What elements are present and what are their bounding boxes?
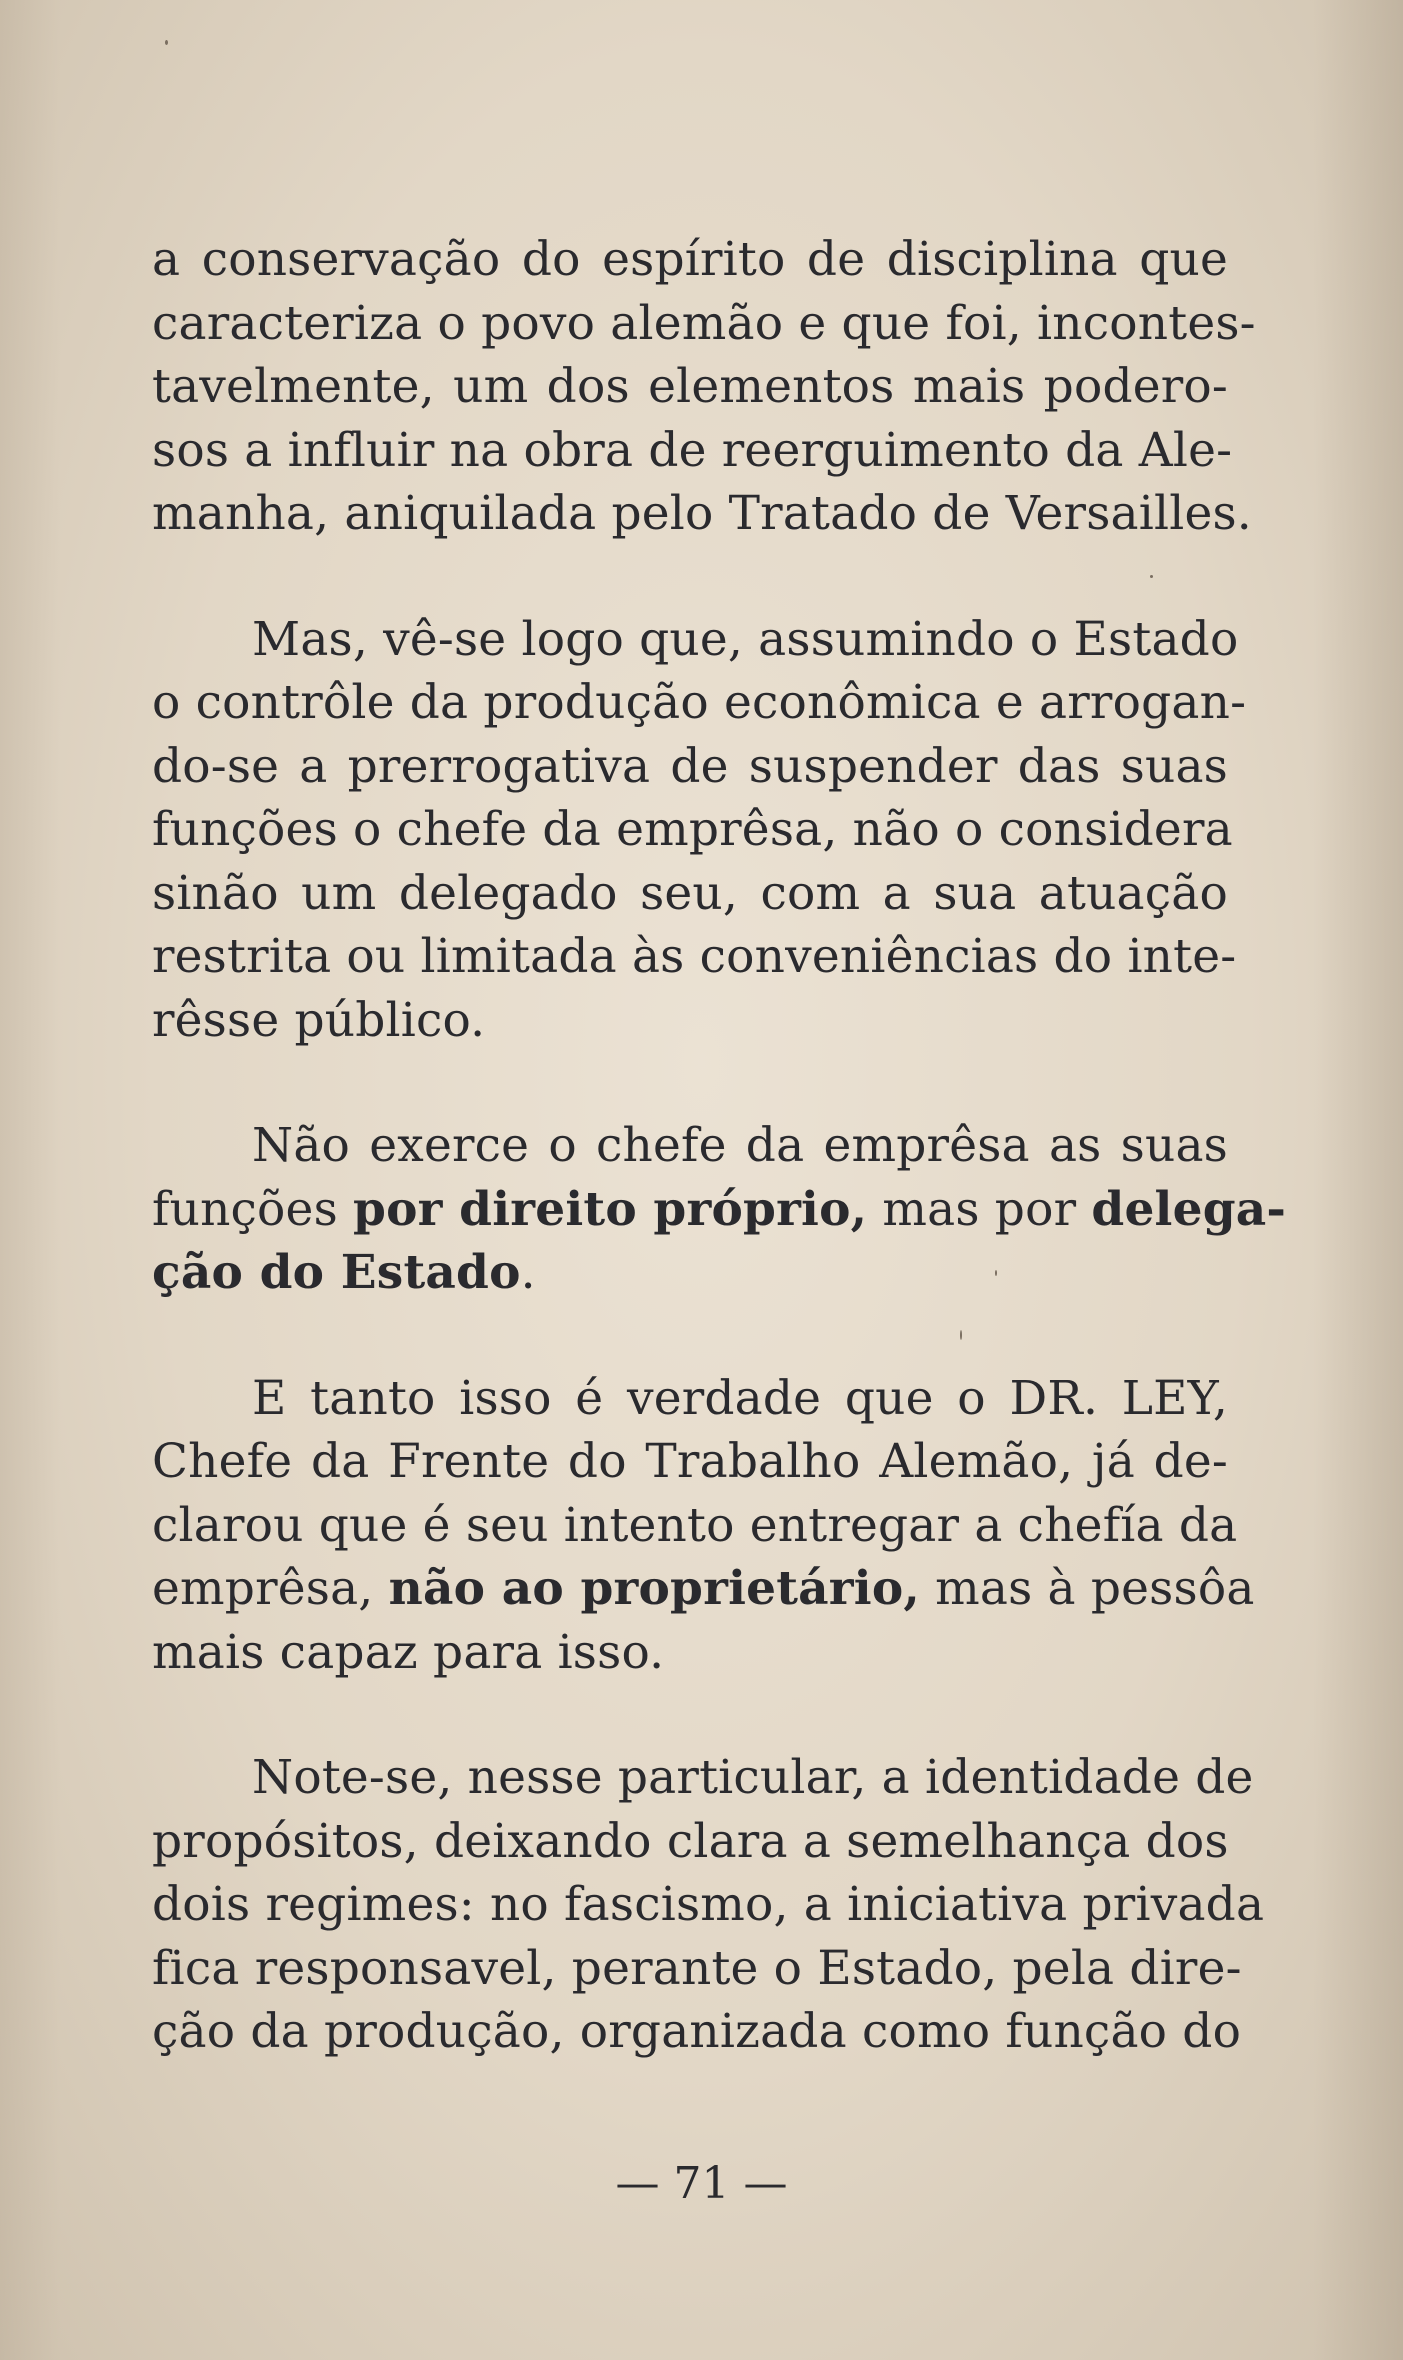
text-line: ção da produção, organizada como função do: [152, 2004, 1242, 2059]
text-line: tavelmente, um dos elementos mais podero-: [152, 359, 1228, 414]
page-edge-shadow-left: [0, 0, 60, 2360]
body-text: [152, 228, 1287, 2126]
page-number: — 71 —: [615, 2158, 788, 2209]
text-line: Note-se, nesse particular, a identidade de: [252, 1750, 1254, 1805]
bold-text-run: por direito próprio,: [353, 1181, 868, 1237]
text-run: funções: [152, 1181, 354, 1237]
page-edge-shadow-right: [1313, 0, 1403, 2360]
bold-text-run: não ao proprietário,: [388, 1561, 920, 1616]
text-line: [152, 1241, 1228, 1305]
text-line: [152, 1557, 1255, 1621]
paragraph-4: [152, 1367, 1255, 1685]
text-line: rêsse público.: [152, 992, 486, 1048]
text-line: E tanto isso é verdade que o DR. LEY,: [252, 1370, 1228, 1426]
bold-text-run: ção do Estado: [152, 1245, 521, 1300]
text-line: [152, 1178, 1287, 1242]
text-run: mas por: [867, 1181, 1092, 1237]
bold-text-run: delega-: [1091, 1181, 1287, 1237]
paragraph-5: [152, 1746, 1265, 2064]
text-line: Chefe da Frente do Trabalho Alemão, já de-: [152, 1434, 1228, 1489]
text-line: Não exerce o chefe da emprêsa as suas: [252, 1118, 1228, 1173]
text-line: o contrôle da produção econômica e arrogan-: [152, 675, 1247, 730]
text-line: fica responsavel, perante o Estado, pela dire-: [152, 1940, 1242, 1996]
text-line: restrita ou limitada às conveniências do inte-: [152, 929, 1237, 984]
text-line: manha, aniquilada pelo Tratado de Versailles.: [152, 486, 1252, 541]
paper-speck: [165, 40, 168, 45]
paragraph-3: [152, 1114, 1287, 1305]
text-line: propósitos, deixando clara a semelhança dos: [152, 1813, 1229, 1869]
text-line: sos a influir na obra de reerguimento da Ale-: [152, 422, 1233, 478]
text-line: funções o chefe da emprêsa, não o considera: [152, 802, 1233, 857]
paragraph-2: [152, 608, 1247, 1053]
text-line: clarou que é seu intento entregar a chefía da: [152, 1497, 1238, 1553]
text-line: caracteriza o povo alemão e que foi, incontes-: [152, 295, 1256, 351]
text-run: .: [520, 1245, 536, 1300]
paragraph-1: [152, 228, 1256, 546]
text-line: a conservação do espírito de disciplina que: [152, 232, 1228, 287]
text-line: sinão um delegado seu, com a sua atuação: [152, 865, 1228, 921]
text-line: Mas, vê-se logo que, assumindo o Estado: [252, 611, 1239, 667]
text-line: do-se a prerrogativa de suspender das suas: [152, 738, 1228, 794]
text-run: mas à pessôa: [919, 1561, 1255, 1616]
text-line: mais capaz para isso.: [152, 1624, 665, 1680]
text-run: emprêsa,: [152, 1561, 389, 1616]
text-line: dois regimes: no fascismo, a iniciativa privada: [152, 1877, 1265, 1932]
